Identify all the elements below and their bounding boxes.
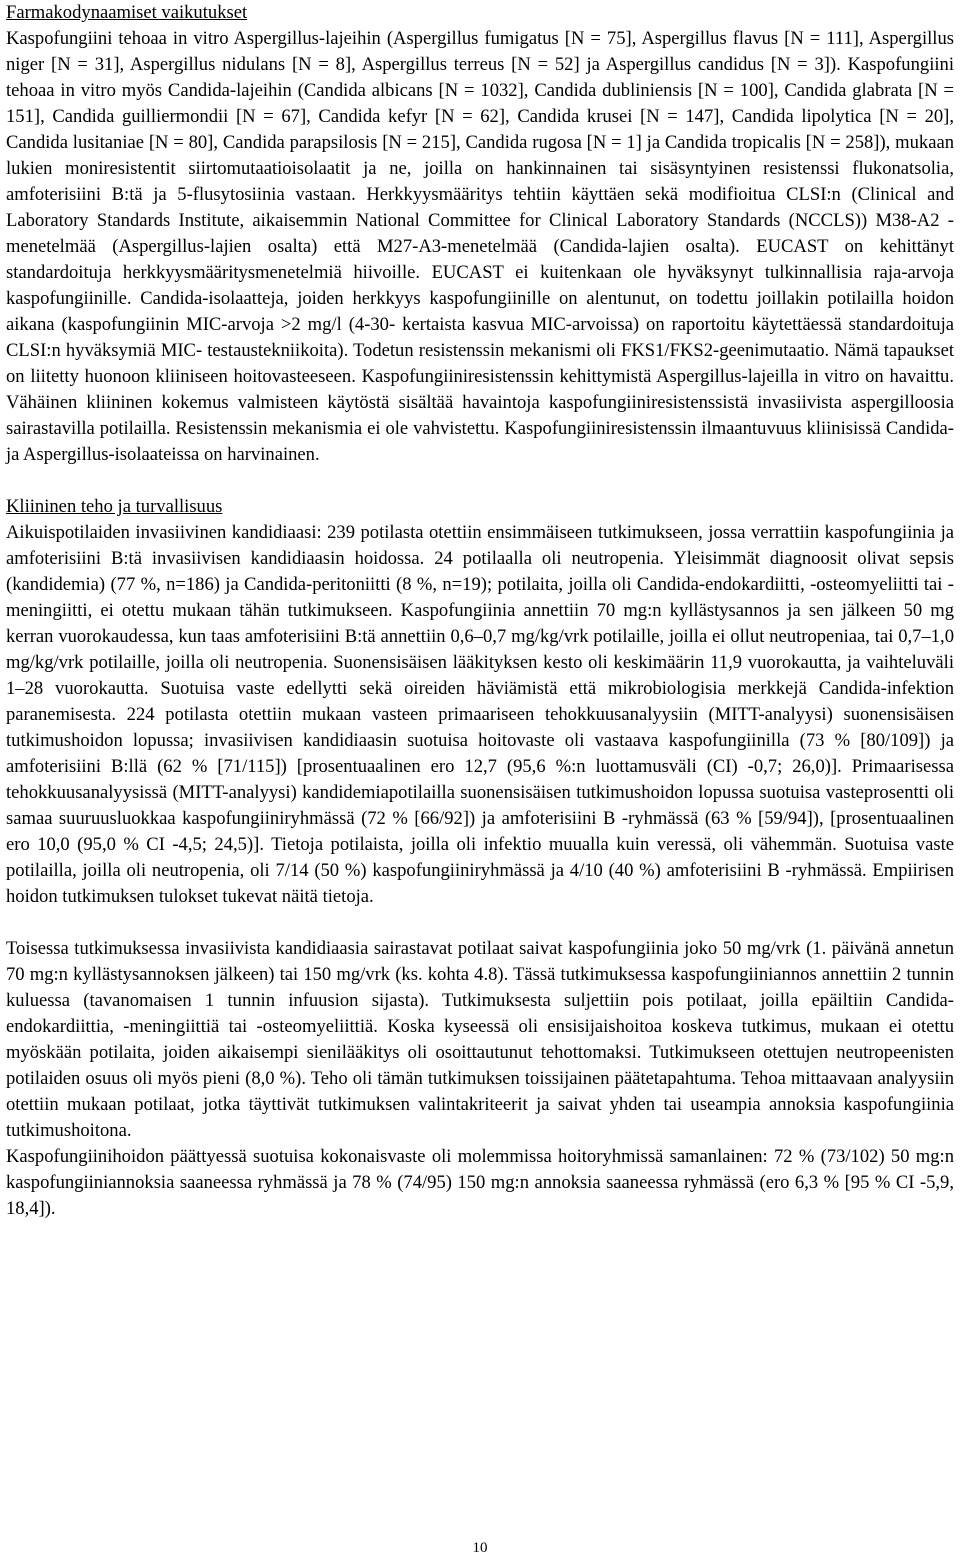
paragraph-invasive-candidiasis-study-2: Toisessa tutkimuksessa invasiivista kandidiaasia sairastavat potilaat saivat kaspofungiinia joko 50 mg/vrk (1. päivänä annetun 70 mg:n kyllästysannoksen jälkeen) tai 150 mg/vrk (ks. kohta 4.8). Tässä tutkimuksessa kaspofungiiniannos annettiin 2 tunnin kuluessa (tavanomaisen 1 tunnin infuusion sijasta). Tutkimuksesta suljettiin pois potilaat, joilla epäiltiin Candida-endokardiittia, -meningiittiä tai -osteomyeliittiä. Koska kyseessä oli ensisijaishoitoa koskeva tutkimus, mukaan ei otettu myöskään potilaita, joiden aikaisempi sienilääkitys oli osoittautunut tehottomaksi. Tutkimukseen otettujen neutropeenisten potilaiden osuus oli myös pieni (8,0 %). Teho oli tämän tutkimuksen toissijainen päätetapahtuma. Tehoa mittaavaan analyysiin otettiin mukaan potilaat, jotka täyttivät tutkimuksen valintakriteerit ja saivat yhden tai useampia annoksia kaspofungiinia tutkimushoitona. — [6, 938, 954, 1141]
section-heading-clinical-efficacy: Kliininen teho ja turvallisuus — [6, 496, 223, 517]
paragraph-spacer — [6, 468, 954, 494]
paragraph-spacer — [6, 910, 954, 936]
page-number: 10 — [472, 1540, 488, 1556]
paragraph-pharmacodynamics: Kaspofungiini tehoaa in vitro Aspergillus-lajeihin (Aspergillus fumigatus [N = 75], Aspergillus flavus [N = 111], Aspergillus niger [N = 31], Aspergillus nidulans [N = 8], Aspergillus terreus [N = 52] ja Aspergillus candidus [N = 3]). Kaspofungiini tehoaa in vitro myös Candida-lajeihin (Candida albicans [N = 1032], Candida dubliniensis [N = 100], Candida glabrata [N = 151], Candida guilliermondii [N = 67], Candida kefyr [N = 62], Candida krusei [N = 147], Candida lipolytica [N = 20], Candida lusitaniae [N = 80], Candida parapsilosis [N = 215], Candida rugosa [N = 1] ja Candida tropicalis [N = 258]), mukaan lukien moniresistentit siirtomutaatioisolaatit ja ne, joilla on hankinnainen tai sisäsyntyinen resistenssi flukonatsolia, amfoterisiini B:tä ja 5-flusytosiinia vastaan. Herkkyysmääritys tehtiin käyttäen sekä modifioitua CLSI:n (Clinical and Laboratory Standards Institute, aikaisemmin National Committee for Clinical Laboratory Standards (NCCLS)) M38-A2 -menetelmää (Aspergillus-lajien osalta) että M27-A3-menetelmää (Candida-lajien osalta). EUCAST on kehittänyt standardoituja herkkyysmääritysmenetelmiä hiivoille. EUCAST ei kuitenkaan ole hyväksynyt tulkinnallisia raja-arvoja kaspofungiinille. Candida-isolaatteja, joiden herkkyys kaspofungiinille on alentunut, on todettu joillakin potilailla hoidon aikana (kaspofungiinin MIC-arvoja >2 mg/l (4-30- kertaista kasvua MIC-arvoissa) on raportoitu käytettäessä standardoituja CLSI:n hyväksymiä MIC- testaustekniikoita). Todetun resistenssin mekanismi oli FKS1/FKS2-geenimutaatio. Nämä tapaukset on liitetty huonoon kliiniseen hoitovasteeseen. Kaspofungiiniresistenssin kehittymistä Aspergillus-lajeilla in vitro on havaittu. Vähäinen kliininen kokemus valmisteen käytöstä sisältää havaintoja kaspofungiiniresistenssistä invasiivista aspergilloosia sairastavilla potilailla. Resistenssin mekanismia ei ole vahvistettu. Kaspofungiiniresistenssin ilmaantuvuus kliinisissä Candida- ja Aspergillus-isolaateissa on harvinainen. — [6, 28, 954, 465]
document-page — [6, 0, 954, 1222]
paragraph-overall-response: Kaspofungiinihoidon päättyessä suotuisa kokonaisvaste oli molemmissa hoitoryhmissä samanlainen: 72 % (73/102) 50 mg:n kaspofungiiniannoksia saaneessa ryhmässä ja 78 % (74/95) 150 mg:n annoksia saaneessa ryhmässä (ero 6,3 % [95 % CI -5,9, 18,4]). — [6, 1146, 954, 1219]
paragraph-invasive-candidiasis-study-1: Aikuispotilaiden invasiivinen kandidiaasi: 239 potilasta otettiin ensimmäiseen tutkimukseen, jossa verrattiin kaspofungiinia ja amfoterisiini B:tä invasiivisen kandidiaasin hoidossa. 24 potilaalla oli neutropenia. Yleisimmät diagnoosit olivat sepsis (kandidemia) (77 %, n=186) ja Candida-peritoniitti (8 %, n=19); potilaita, joilla oli Candida-endokardiitti, -osteomyeliitti tai -meningiitti, ei otettu mukaan tähän tutkimukseen. Kaspofungiinia annettiin 70 mg:n kyllästysannos ja sen jälkeen 50 mg kerran vuorokaudessa, kun taas amfoterisiini B:tä annettiin 0,6–0,7 mg/kg/vrk potilaille, joilla ei ollut neutropeniaa, tai 0,7–1,0 mg/kg/vrk potilaille, joilla oli neutropenia. Suonensisäisen lääkityksen kesto oli keskimäärin 11,9 vuorokautta, ja vaihteluväli 1–28 vuorokautta. Suotuisa vaste edellytti sekä oireiden häviämistä että mikrobiologisia merkkejä Candida-infektion paranemisesta. 224 potilasta otettiin mukaan vasteen primaariseen tehokkuusanalyysiin (MITT-analyysi) suonensisäisen tutkimushoidon lopussa; invasiivisen kandidiaasin suotuisa hoitovaste oli vastaava kaspofungiinilla (73 % [80/109]) ja amfoterisiini B:llä (62 % [71/115]) [prosentuaalinen ero 12,7 (95,6 %:n luottamusväli (CI) -0,7; 26,0)]. Primaarisessa tehokkuusanalyysissä (MITT-analyysi) kandidemiapotilailla suonensisäisen tutkimushoidon lopussa suotuisa vasteprosentti oli samaa suuruusluokkaa kaspofungiiniryhmässä (72 % [66/92]) ja amfoterisiini B -ryhmässä (63 % [59/94]), [prosentuaalinen ero 10,0 (95,0 % CI -4,5; 24,5)]. Tietoja potilaista, joilla oli infektio muualla kuin veressä, oli vähemmän. Suotuisa vaste potilailla, joilla oli neutropenia, oli 7/14 (50 %) kaspofungiiniryhmässä ja 4/10 (40 %) amfoterisiini B -ryhmässä. Empiirisen hoidon tutkimuksen tulokset tukevat näitä tietoja. — [6, 522, 954, 907]
section-heading-pharmacodynamics: Farmakodynaamiset vaikutukset — [6, 2, 248, 23]
